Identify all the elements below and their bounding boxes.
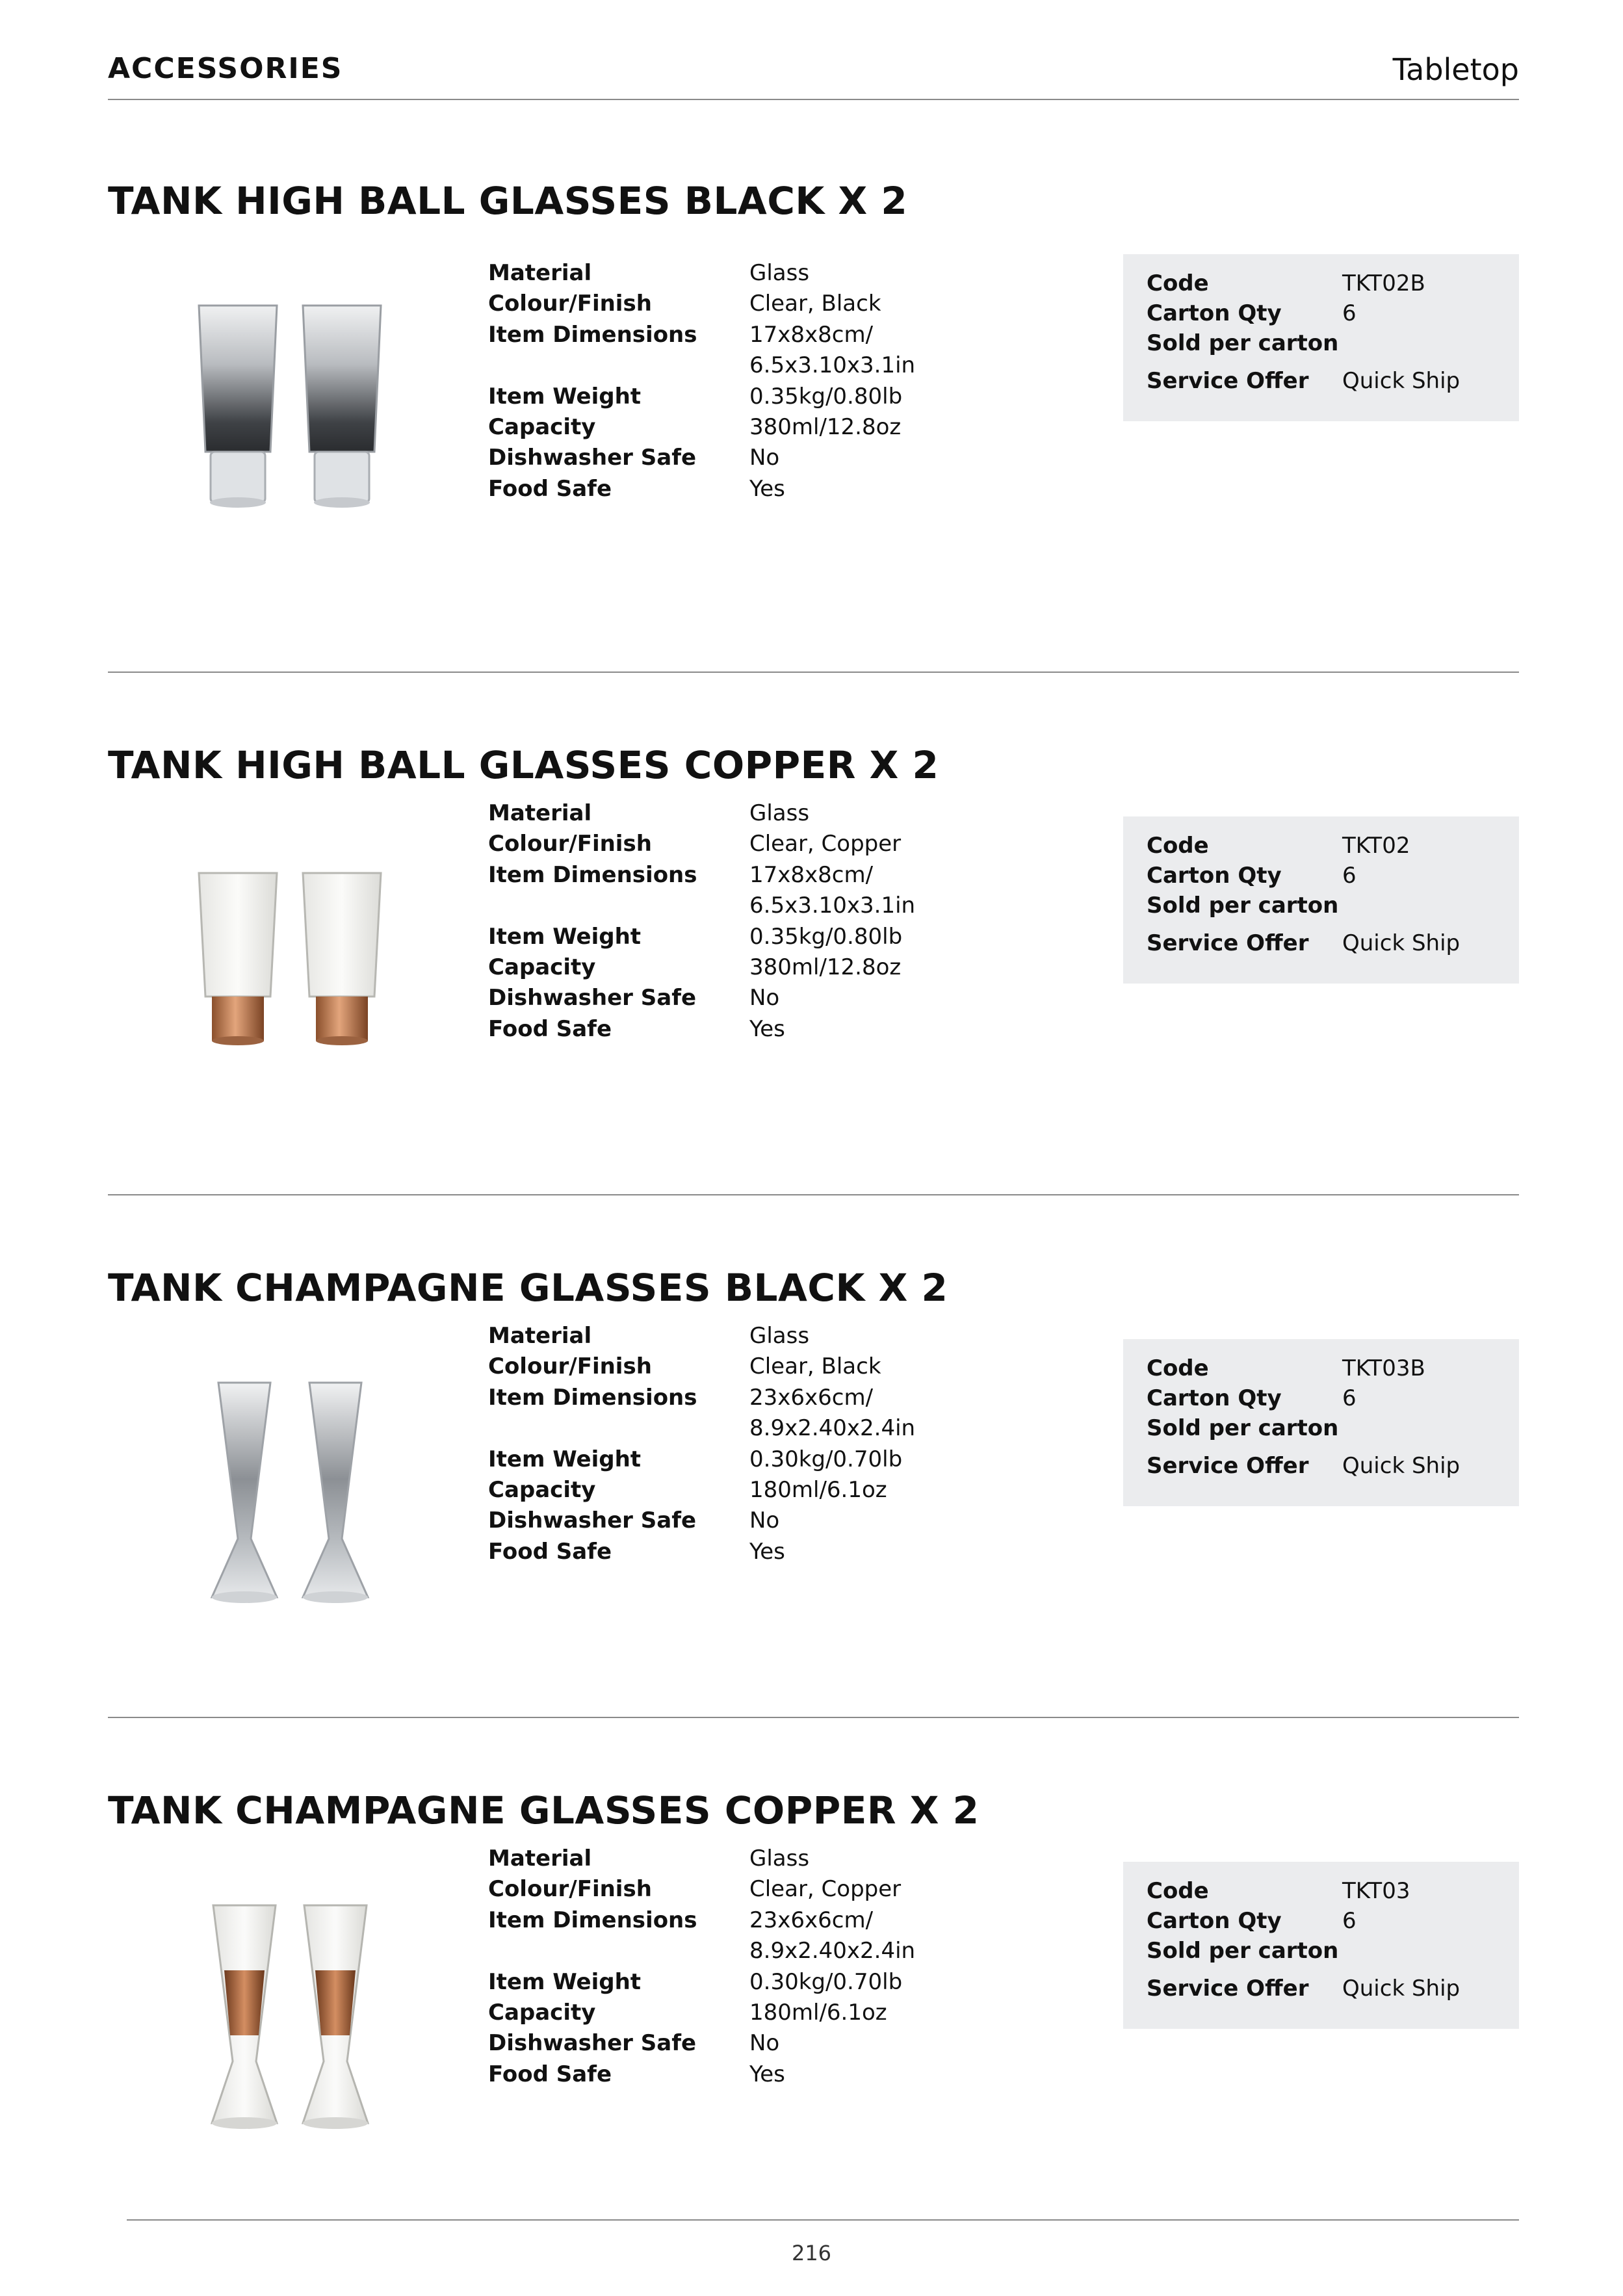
spec-label: Dishwasher Safe [488, 985, 697, 1011]
spec-label: Dishwasher Safe [488, 2030, 697, 2057]
info-label: Carton Qty [1147, 1908, 1282, 1934]
spec-row [488, 1506, 956, 1536]
info-label: Code [1147, 270, 1209, 296]
spec-row [488, 829, 956, 859]
spec-row [488, 1844, 956, 1874]
spec-row [488, 1874, 956, 1905]
champagne-copper-glasses-image [179, 1899, 400, 2159]
info-row [1147, 366, 1506, 396]
info-value [1342, 1936, 1506, 1966]
spec-row [488, 1537, 956, 1567]
product-section [108, 672, 1519, 1195]
spec-value: 17x8x8cm/ [749, 321, 874, 348]
info-label: Carton Qty [1147, 1385, 1282, 1411]
spec-label: Item Weight [488, 383, 642, 410]
spec-label: Item Dimensions [488, 1384, 697, 1411]
spec-value: 23x6x6cm/ [749, 1907, 874, 1933]
info-label: Code [1147, 833, 1209, 859]
spec-label: Food Safe [488, 475, 612, 502]
highball-black-glasses-image [179, 293, 400, 553]
info-row [1147, 268, 1506, 298]
info-label: Service Offer [1147, 368, 1309, 394]
spec-value: Yes [749, 1538, 785, 1565]
spec-label [488, 891, 749, 921]
spec-row [488, 860, 956, 891]
info-value: 6 [1342, 300, 1357, 326]
section-divider [108, 672, 1519, 673]
info-row [1147, 1876, 1506, 1906]
order-info-box [1123, 1862, 1519, 2029]
spec-row [488, 350, 956, 381]
footer-divider [127, 2219, 1519, 2221]
section-divider [108, 1717, 1519, 1718]
spec-row [488, 1936, 956, 1966]
spec-value: 380ml/12.8oz [749, 414, 902, 441]
spec-label: Dishwasher Safe [488, 1507, 697, 1534]
info-row [1147, 1936, 1506, 1966]
spec-row [488, 798, 956, 829]
champagne-black-glasses-image [179, 1376, 400, 1636]
spec-list [488, 1321, 956, 1567]
spec-label: Capacity [488, 414, 596, 441]
product-section [108, 150, 1519, 673]
spec-label [488, 350, 749, 381]
spec-row [488, 1998, 956, 2028]
info-row [1147, 891, 1506, 920]
spec-label: Item Dimensions [488, 1907, 697, 1933]
spec-value: No [749, 985, 780, 1011]
spec-label: Colour/Finish [488, 291, 652, 317]
spec-label: Colour/Finish [488, 1876, 652, 1903]
info-row [1147, 1451, 1506, 1481]
spec-value: 23x6x6cm/ [749, 1384, 874, 1411]
spec-value: No [749, 1507, 780, 1534]
info-label: Sold per carton [1147, 1938, 1339, 1964]
info-row [1147, 1974, 1506, 2003]
spec-value: 0.30kg/0.70lb [749, 1446, 903, 1472]
spec-row [488, 258, 956, 289]
spec-row [488, 412, 956, 443]
spec-label [488, 1936, 749, 1966]
spec-value: Glass [749, 1846, 810, 1872]
info-value: Quick Ship [1342, 930, 1461, 956]
spec-row [488, 2059, 956, 2090]
spec-label: Material [488, 260, 592, 286]
info-row [1147, 1353, 1506, 1383]
info-row [1147, 1413, 1506, 1443]
highball-copper-glasses-image [179, 867, 400, 1127]
info-value: 6 [1342, 863, 1357, 889]
spec-value: 8.9x2.40x2.4in [749, 1415, 916, 1442]
spec-label: Capacity [488, 1477, 596, 1504]
spec-row [488, 1967, 956, 1998]
info-row [1147, 928, 1506, 958]
product-title: TANK CHAMPAGNE GLASSES BLACK X 2 [108, 1266, 948, 1310]
spec-label: Item Weight [488, 1446, 642, 1472]
page-number: 216 [791, 2241, 832, 2265]
info-label: Service Offer [1147, 930, 1309, 956]
spec-value: Glass [749, 800, 810, 826]
info-value: TKT03B [1342, 1355, 1425, 1381]
spec-row [488, 983, 956, 1013]
spec-label: Item Weight [488, 923, 642, 950]
info-row [1147, 831, 1506, 861]
info-label: Code [1147, 1355, 1209, 1381]
spec-row [488, 922, 956, 952]
info-label: Code [1147, 1878, 1209, 1904]
product-title: TANK HIGH BALL GLASSES COPPER X 2 [108, 743, 939, 787]
spec-row [488, 1905, 956, 1936]
spec-label: Colour/Finish [488, 1353, 652, 1380]
info-label: Sold per carton [1147, 330, 1339, 356]
info-value [1342, 328, 1506, 358]
spec-value: 0.35kg/0.80lb [749, 383, 903, 410]
spec-label: Material [488, 1846, 592, 1872]
spec-value: 6.5x3.10x3.1in [749, 352, 916, 379]
spec-list [488, 798, 956, 1045]
info-value: Quick Ship [1342, 368, 1461, 394]
spec-value: 180ml/6.1oz [749, 2000, 887, 2026]
spec-label: Capacity [488, 2000, 596, 2026]
section-title: ACCESSORIES [108, 52, 343, 85]
spec-value: 0.35kg/0.80lb [749, 923, 903, 950]
info-row [1147, 298, 1506, 328]
info-value [1342, 891, 1506, 920]
spec-value: 380ml/12.8oz [749, 954, 902, 981]
spec-value: Clear, Black [749, 1353, 881, 1380]
info-row [1147, 861, 1506, 891]
spec-label: Food Safe [488, 1538, 612, 1565]
spec-value: 8.9x2.40x2.4in [749, 1938, 916, 1964]
spec-row [488, 1413, 956, 1444]
spec-label: Item Dimensions [488, 321, 697, 348]
info-value: TKT02 [1342, 833, 1410, 859]
spec-row [488, 1475, 956, 1506]
spec-label: Food Safe [488, 2061, 612, 2087]
info-value: 6 [1342, 1908, 1357, 1934]
spec-value: Glass [749, 1323, 810, 1349]
product-section [108, 1194, 1519, 1717]
spec-value: Yes [749, 2061, 785, 2087]
info-row [1147, 1383, 1506, 1413]
spec-value: 6.5x3.10x3.1in [749, 893, 916, 919]
info-label: Carton Qty [1147, 863, 1282, 889]
spec-value: Glass [749, 260, 810, 286]
spec-row [488, 289, 956, 319]
info-label: Sold per carton [1147, 893, 1339, 919]
section-divider [108, 1194, 1519, 1195]
order-info-box [1123, 1339, 1519, 1506]
spec-label: Dishwasher Safe [488, 445, 697, 471]
spec-row [488, 474, 956, 504]
info-value: Quick Ship [1342, 1453, 1461, 1479]
spec-label: Capacity [488, 954, 596, 981]
spec-label: Item Weight [488, 1968, 642, 1995]
info-label: Service Offer [1147, 1453, 1309, 1479]
info-label: Sold per carton [1147, 1415, 1339, 1441]
info-value: 6 [1342, 1385, 1357, 1411]
spec-row [488, 320, 956, 350]
spec-row [488, 1351, 956, 1382]
spec-row [488, 891, 956, 921]
info-label: Service Offer [1147, 1976, 1309, 2002]
spec-value: 17x8x8cm/ [749, 861, 874, 888]
spec-value: Yes [749, 1015, 785, 1042]
spec-list [488, 258, 956, 504]
page-header [108, 46, 1519, 100]
category-title: Tabletop [1392, 52, 1519, 87]
spec-label: Material [488, 800, 592, 826]
spec-value: No [749, 445, 780, 471]
spec-row [488, 952, 956, 983]
info-value: Quick Ship [1342, 1976, 1461, 2002]
order-info-box [1123, 254, 1519, 421]
info-label: Carton Qty [1147, 300, 1282, 326]
spec-label: Material [488, 1323, 592, 1349]
info-row [1147, 1906, 1506, 1936]
spec-value: Clear, Black [749, 291, 881, 317]
spec-label [488, 1413, 749, 1444]
info-value: TKT02B [1342, 270, 1425, 296]
spec-label: Food Safe [488, 1015, 612, 1042]
product-title: TANK CHAMPAGNE GLASSES COPPER X 2 [108, 1788, 980, 1833]
spec-value: 180ml/6.1oz [749, 1477, 887, 1504]
spec-row [488, 443, 956, 473]
spec-value: 0.30kg/0.70lb [749, 1968, 903, 1995]
spec-label: Item Dimensions [488, 861, 697, 888]
product-section [108, 1717, 1519, 2240]
info-row [1147, 328, 1506, 358]
spec-row [488, 1383, 956, 1413]
spec-value: Clear, Copper [749, 1876, 902, 1903]
spec-row [488, 1014, 956, 1045]
info-value [1342, 1413, 1506, 1443]
spec-value: Clear, Copper [749, 831, 902, 857]
product-title: TANK HIGH BALL GLASSES BLACK X 2 [108, 179, 908, 223]
spec-row [488, 2028, 956, 2059]
info-value: TKT03 [1342, 1878, 1410, 1904]
spec-list [488, 1844, 956, 2090]
spec-value: No [749, 2030, 780, 2057]
spec-row [488, 382, 956, 412]
spec-row [488, 1321, 956, 1351]
spec-value: Yes [749, 475, 785, 502]
spec-row [488, 1444, 956, 1475]
order-info-box [1123, 816, 1519, 984]
spec-label: Colour/Finish [488, 831, 652, 857]
